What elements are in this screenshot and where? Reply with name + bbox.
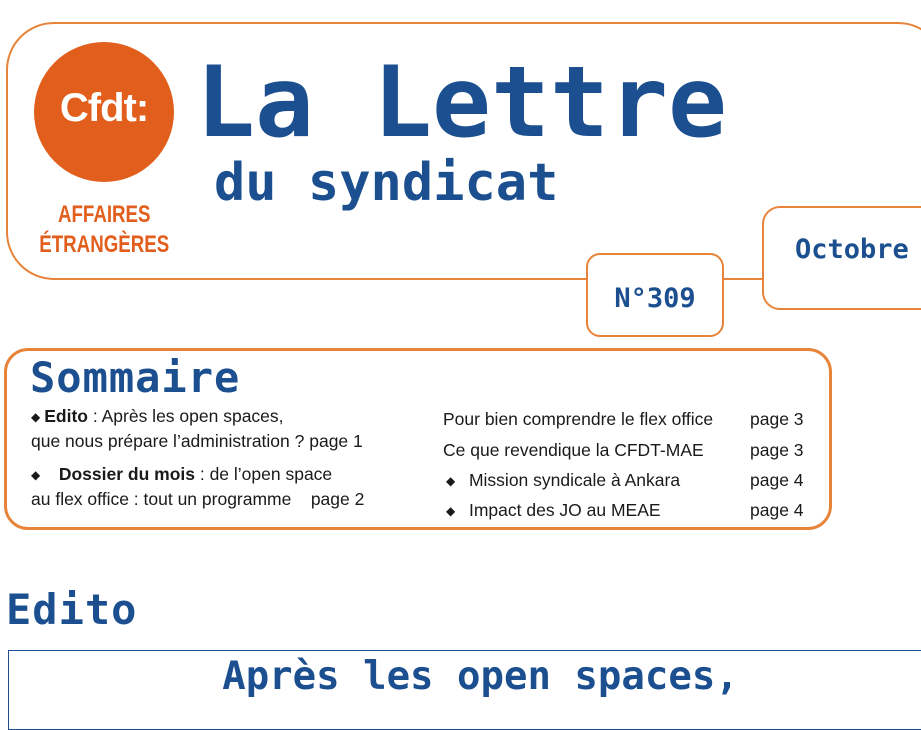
diamond-bullet-icon: ◆ <box>446 504 456 519</box>
toc-item-bold: Edito <box>44 406 88 426</box>
toc-item-text-line2: que nous prépare l’administration ? page 1 <box>31 431 363 452</box>
newsletter-title: La Lettre <box>196 46 728 160</box>
newsletter-subtitle: du syndicat <box>214 153 559 213</box>
diamond-bullet-icon: ◆ <box>446 474 456 489</box>
toc-item-jo[interactable] <box>446 498 661 523</box>
diamond-bullet-icon: ◆ <box>31 468 41 483</box>
sommaire-title: Sommaire <box>30 353 241 402</box>
toc-item-page: page 4 <box>750 500 804 520</box>
toc-item-label: Ce que revendique la CFDT-MAE <box>443 440 704 460</box>
toc-item-dossier[interactable] <box>31 462 364 511</box>
toc-item-text: : Après les open spaces, <box>87 406 284 426</box>
toc-item-edito[interactable] <box>31 404 363 453</box>
toc-item-text-line2: au flex office : tout un programme page 2 <box>31 489 365 510</box>
logo-subtitle-line2: ÉTRANGÈRES <box>39 231 170 258</box>
logo-subtitle <box>36 200 173 260</box>
logo-subtitle-line1: AFFAIRES <box>57 201 151 228</box>
toc-item-page: page 4 <box>750 470 804 490</box>
toc-item-flex-office[interactable] <box>443 407 713 431</box>
diamond-bullet-icon: ◆ <box>31 410 41 425</box>
toc-item-page: page 3 <box>750 409 804 429</box>
issue-number: N°309 <box>614 283 696 314</box>
toc-item-label: Pour bien comprendre le flex office <box>443 409 714 429</box>
toc-item-label: Impact des JO au MEAE <box>468 500 661 520</box>
logo-text: Cfdt: <box>59 86 149 130</box>
toc-item-bold: Dossier du mois <box>58 464 195 484</box>
issue-date: Octobre <box>795 234 909 265</box>
toc-item-text: : de l’open space <box>194 464 333 484</box>
edito-headline: Après les open spaces, <box>222 654 739 699</box>
toc-item-ankara[interactable] <box>446 468 680 493</box>
toc-item-label: Mission syndicale à Ankara <box>468 470 681 490</box>
toc-item-page: page 3 <box>750 440 804 460</box>
edito-section-title: Edito <box>6 585 138 634</box>
toc-item-revendique[interactable] <box>443 438 704 462</box>
